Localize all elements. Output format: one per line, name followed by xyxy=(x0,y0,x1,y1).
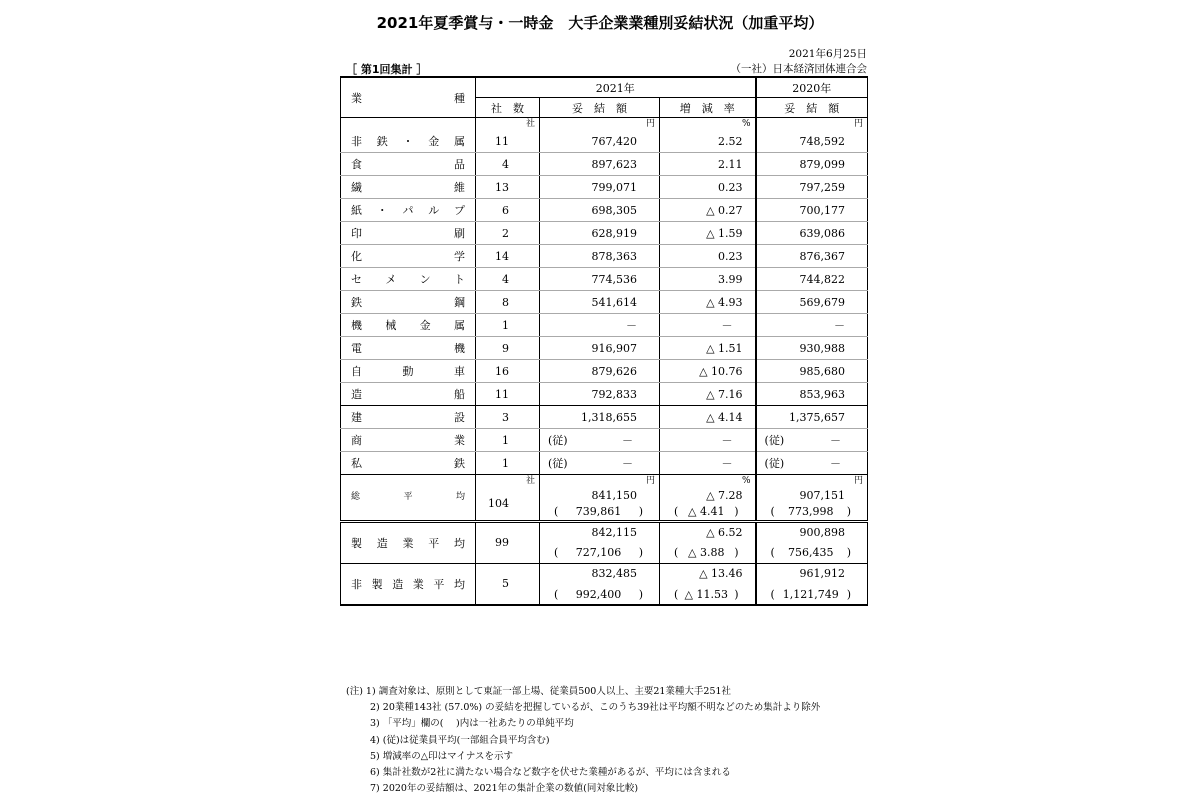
row-amount: 698,305 xyxy=(540,199,660,222)
total-name: 総 平 均 xyxy=(341,475,476,522)
paren-close: ) xyxy=(638,545,643,559)
table-row xyxy=(341,245,868,268)
row-prev: 569,679 xyxy=(756,291,868,314)
paren-open: ( xyxy=(770,587,775,601)
note-7: 7) 2020年の妥結額は、2021年の集計企業の数値(同対象比較) xyxy=(370,783,639,795)
row-change: 0.23 xyxy=(660,176,756,199)
manufacturing-amount-avg: 727,106 xyxy=(575,545,622,559)
row-count: 3 xyxy=(476,406,540,429)
header-industry: 業 種 xyxy=(341,77,476,118)
manufacturing-change-avg: △ 3.88 xyxy=(688,545,725,559)
row-change: △ 0.27 xyxy=(660,199,756,222)
paren-close: ) xyxy=(734,504,739,518)
row-count: 1 xyxy=(476,452,540,475)
employee-tag: (従) xyxy=(764,434,785,447)
table-row xyxy=(341,452,868,475)
header-2021: 2021年 xyxy=(476,77,756,98)
paren-open: ( xyxy=(770,545,775,559)
total-prev-avg: 773,998 xyxy=(788,504,834,518)
note-2: 2) 20業種143社 (57.0%) の妥結を把握しているが、このうち39社は平均額不明などのため集計より除外 xyxy=(370,702,821,714)
table-row xyxy=(341,222,868,245)
unit-row xyxy=(341,118,868,131)
row-amount: 1,318,655 xyxy=(540,406,660,429)
row-change: － xyxy=(660,452,756,475)
row-industry: 自動車 xyxy=(341,360,476,383)
unit-yen: 円 xyxy=(540,475,660,488)
row-count: 6 xyxy=(476,199,540,222)
total-change-avg: △ 4.41 xyxy=(688,504,725,518)
row-count: 16 xyxy=(476,360,540,383)
row-amount: － xyxy=(540,314,660,337)
row-industry: 鉄鋼 xyxy=(341,291,476,314)
row-count: 2 xyxy=(476,222,540,245)
unit-yen-2020: 円 xyxy=(756,118,868,131)
notes xyxy=(346,684,820,797)
header-2020: 2020年 xyxy=(756,77,868,98)
note-5: 5) 増減率の△印はマイナスを示す xyxy=(370,750,514,762)
row-prev: － xyxy=(830,457,842,470)
unit-yen-2020: 円 xyxy=(756,475,868,488)
non-manufacturing-prev-avg: 1,121,749 xyxy=(782,587,839,601)
row-prev: 748,592 xyxy=(756,130,868,153)
note-6: 6) 集計社数が2社に満たない場合など数字を伏せた業種があるが、平均には含まれる xyxy=(370,767,731,779)
manufacturing-name: 製造業平均 xyxy=(341,521,476,563)
page-title: 2021年夏季賞与・一時金 大手企業業種別妥結状況（加重平均） xyxy=(376,14,824,32)
employee-tag: (従) xyxy=(548,457,568,470)
header-change: 増 減 率 xyxy=(660,98,756,118)
row-amount: 799,071 xyxy=(540,176,660,199)
row-change: 3.99 xyxy=(660,268,756,291)
unit-percent: % xyxy=(660,118,756,131)
non-manufacturing-amount: 832,485 xyxy=(540,563,660,584)
row-change: 2.52 xyxy=(660,130,756,153)
row-count: 4 xyxy=(476,268,540,291)
table-row xyxy=(341,383,868,406)
row-amount: 916,907 xyxy=(540,337,660,360)
row-industry: 食品 xyxy=(341,153,476,176)
row-prev: 930,988 xyxy=(756,337,868,360)
row-industry: 商業 xyxy=(341,429,476,452)
non-manufacturing-change: △ 13.46 xyxy=(660,563,756,584)
unit-percent: % xyxy=(660,475,756,488)
header-amount: 妥 結 額 xyxy=(540,98,660,118)
total-count: 104 xyxy=(476,487,540,521)
table-row xyxy=(341,429,868,452)
non-manufacturing-count: 5 xyxy=(476,563,540,605)
row-amount: － xyxy=(622,434,633,447)
row-change: 2.11 xyxy=(660,153,756,176)
aggregation-label: ［ 第1回集計 ］ xyxy=(346,63,428,76)
row-amount: 792,833 xyxy=(540,383,660,406)
row-change: △ 1.59 xyxy=(660,222,756,245)
total-amount-avg: 739,861 xyxy=(575,504,622,518)
row-amount: 878,363 xyxy=(540,245,660,268)
row-prev: 876,367 xyxy=(756,245,868,268)
table-row xyxy=(341,176,868,199)
row-amount: 628,919 xyxy=(540,222,660,245)
paren-close: ) xyxy=(846,587,852,601)
row-prev: 879,099 xyxy=(756,153,868,176)
row-count: 1 xyxy=(476,429,540,452)
paren-open: ( xyxy=(770,504,775,518)
note-1: (注) 1) 調査対象は、原則として東証一部上場、従業員500人以上、主要21業種大手251社 xyxy=(346,686,732,697)
total-unit-row xyxy=(341,475,868,488)
paren-close: ) xyxy=(846,504,852,518)
manufacturing-prev: 900,898 xyxy=(756,521,868,542)
row-prev: 985,680 xyxy=(756,360,868,383)
unit-yen: 円 xyxy=(540,118,660,131)
row-prev: 700,177 xyxy=(756,199,868,222)
manufacturing-prev-avg: 756,435 xyxy=(788,545,834,559)
row-count: 11 xyxy=(476,130,540,153)
publish-date: 2021年6月25日 xyxy=(788,48,867,60)
row-change: △ 4.14 xyxy=(660,406,756,429)
unit-companies: 社 xyxy=(476,118,540,131)
total-prev: 907,151 xyxy=(756,487,868,503)
paren-open: ( xyxy=(674,504,679,518)
table-row xyxy=(341,153,868,176)
table-row xyxy=(341,360,868,383)
manufacturing-change: △ 6.52 xyxy=(660,521,756,542)
unit-companies: 社 xyxy=(476,475,540,488)
manufacturing-row xyxy=(341,521,868,542)
row-change: 0.23 xyxy=(660,245,756,268)
row-industry: 造船 xyxy=(341,383,476,406)
header-row-1 xyxy=(341,77,868,98)
row-amount: 897,623 xyxy=(540,153,660,176)
row-change: △ 10.76 xyxy=(660,360,756,383)
row-amount: 774,536 xyxy=(540,268,660,291)
table-row xyxy=(341,406,868,429)
row-industry: 私鉄 xyxy=(341,452,476,475)
row-industry: 化学 xyxy=(341,245,476,268)
row-count: 8 xyxy=(476,291,540,314)
row-count: 11 xyxy=(476,383,540,406)
row-industry: 建設 xyxy=(341,406,476,429)
row-amount: 541,614 xyxy=(540,291,660,314)
paren-close: ) xyxy=(734,545,739,559)
settlement-table xyxy=(340,76,868,606)
row-industry: セメント xyxy=(341,268,476,291)
total-change: △ 7.28 xyxy=(660,487,756,503)
note-3: 3) 「平均」欄の( )内は一社あたりの単純平均 xyxy=(370,718,574,730)
row-prev: 853,963 xyxy=(756,383,868,406)
table-row xyxy=(341,337,868,360)
table-row xyxy=(341,314,868,337)
table-row xyxy=(341,130,868,153)
non-manufacturing-change-avg: △ 11.53 xyxy=(684,587,728,601)
table-row xyxy=(341,268,868,291)
row-count: 9 xyxy=(476,337,540,360)
table-row xyxy=(341,291,868,314)
row-change: △ 4.93 xyxy=(660,291,756,314)
paren-close: ) xyxy=(638,504,643,518)
non-manufacturing-name: 非製造業平均 xyxy=(341,563,476,605)
paren-open: ( xyxy=(554,587,559,601)
row-count: 1 xyxy=(476,314,540,337)
employee-tag: (従) xyxy=(764,457,785,470)
row-amount: 879,626 xyxy=(540,360,660,383)
row-industry: 電機 xyxy=(341,337,476,360)
manufacturing-amount: 842,115 xyxy=(540,521,660,542)
row-prev: 797,259 xyxy=(756,176,868,199)
row-industry: 紙・パルプ xyxy=(341,199,476,222)
non-manufacturing-row xyxy=(341,563,868,584)
row-count: 13 xyxy=(476,176,540,199)
paren-close: ) xyxy=(638,587,643,601)
row-industry: 繊維 xyxy=(341,176,476,199)
row-amount: － xyxy=(622,457,633,470)
row-change: △ 1.51 xyxy=(660,337,756,360)
row-count: 14 xyxy=(476,245,540,268)
table-row xyxy=(341,199,868,222)
row-prev: － xyxy=(756,314,868,337)
paren-open: ( xyxy=(554,545,559,559)
row-amount: 767,420 xyxy=(540,130,660,153)
total-amount: 841,150 xyxy=(540,487,660,503)
row-prev: 639,086 xyxy=(756,222,868,245)
row-count: 4 xyxy=(476,153,540,176)
row-industry: 機械金属 xyxy=(341,314,476,337)
row-change: △ 7.16 xyxy=(660,383,756,406)
non-manufacturing-prev: 961,912 xyxy=(756,563,868,584)
paren-close: ) xyxy=(734,587,739,601)
header-companies: 社 数 xyxy=(476,98,540,118)
paren-open: ( xyxy=(554,504,559,518)
row-prev: 1,375,657 xyxy=(756,406,868,429)
paren-open: ( xyxy=(674,545,679,559)
paren-close: ) xyxy=(846,545,852,559)
header-amount-2020: 妥 結 額 xyxy=(756,98,868,118)
row-change: － xyxy=(660,429,756,452)
row-industry: 印刷 xyxy=(341,222,476,245)
employee-tag: (従) xyxy=(548,434,568,447)
paren-open: ( xyxy=(674,587,679,601)
row-change: － xyxy=(660,314,756,337)
row-prev: 744,822 xyxy=(756,268,868,291)
manufacturing-count: 99 xyxy=(476,521,540,563)
row-prev: － xyxy=(830,434,842,447)
organization-name: （一社）日本経済団体連合会 xyxy=(730,63,867,75)
row-industry: 非鉄・金属 xyxy=(341,130,476,153)
non-manufacturing-amount-avg: 992,400 xyxy=(575,587,622,601)
note-4: 4) (従)は従業員平均(一部組合員平均含む) xyxy=(370,734,550,746)
